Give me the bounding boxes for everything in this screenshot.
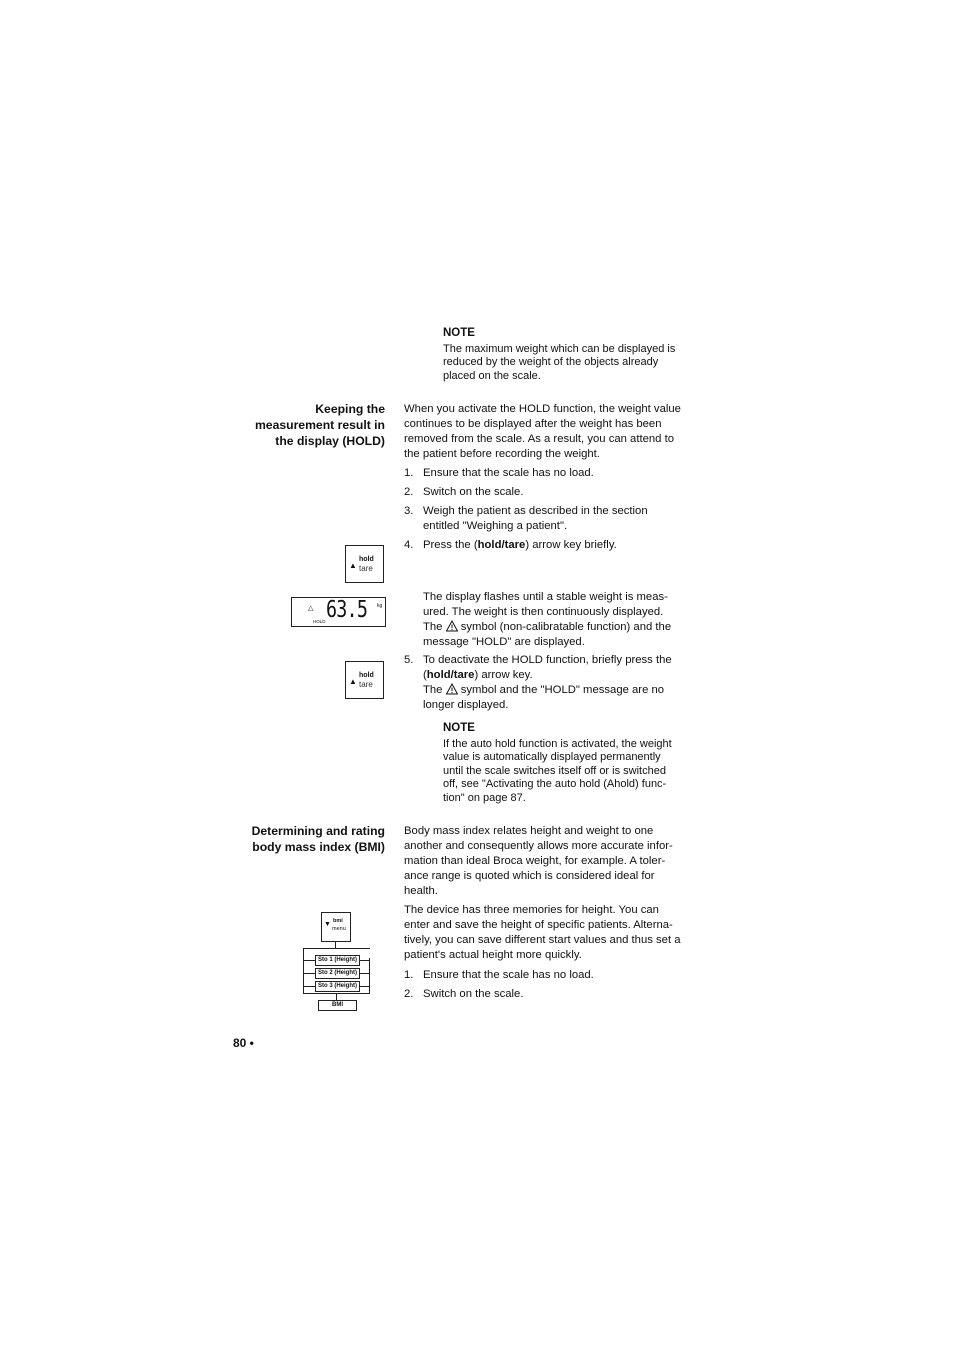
arrow-up-icon: ▲ xyxy=(349,561,357,570)
note-title: NOTE xyxy=(443,722,475,734)
page-number: 80 • xyxy=(233,1036,254,1050)
scale-display-image: △ 63.5 kg HOLD xyxy=(291,597,386,627)
note-title: NOTE xyxy=(443,327,475,339)
note-body: The maximum weight which can be displayed is reduced by the weight of the objects already placed on the scale. xyxy=(443,343,676,382)
warning-icon xyxy=(446,620,458,632)
section-heading-bmi: Determining and rating body mass index (BMI) xyxy=(251,824,385,854)
section-heading-hold: Keeping the measurement result in the display (HOLD) xyxy=(254,402,385,448)
menu-item-sto2: Sto 2 (Height) xyxy=(315,968,360,979)
hold-tare-key-image: ▲ hold tare xyxy=(345,545,384,583)
display-flash-text: The display flashes until a stable weight is meas- ured. The weight is then continuously displayed. The symbol (non-calibratable function) and the message "HOLD" are displayed. xyxy=(423,591,672,648)
menu-item-bmi: BMI xyxy=(318,1000,357,1011)
display-weight: 63.5 xyxy=(326,597,368,623)
hold-tare-key-image: ▲ hold tare xyxy=(345,661,384,699)
note-body: If the auto hold function is activated, the weight value is automatically displayed permanently until the scale switches itself off or is switched off, see "Activating the auto hold (Ahold) func- tion" on page 87. xyxy=(443,738,672,804)
bmi-memories-text: The device has three memories for height. You can enter and save the height of specific patients. Alterna- tively, you can save different start values and thus set a patient's actual height more quickly. xyxy=(404,904,681,961)
warning-icon xyxy=(446,683,458,695)
bmi-intro: Body mass index relates height and weight to one another and consequently allows more accurate infor- mation than ideal Broca weight, for example. A toler- ance range is quoted which is considered ideal for health. xyxy=(404,825,673,897)
hold-intro: When you activate the HOLD function, the weight value continues to be displayed after the weight has been removed from the scale. As a result, you can attend to the patient before recording the weight. xyxy=(404,403,681,460)
arrow-up-icon: ▲ xyxy=(349,677,357,686)
bmi-menu-key-image: ▼ bmi menu xyxy=(321,912,351,942)
arrow-down-icon: ▼ xyxy=(324,921,331,928)
warning-icon: △ xyxy=(308,605,314,612)
menu-item-sto3: Sto 3 (Height) xyxy=(315,981,360,992)
menu-item-sto1: Sto 1 (Height) xyxy=(315,955,360,966)
